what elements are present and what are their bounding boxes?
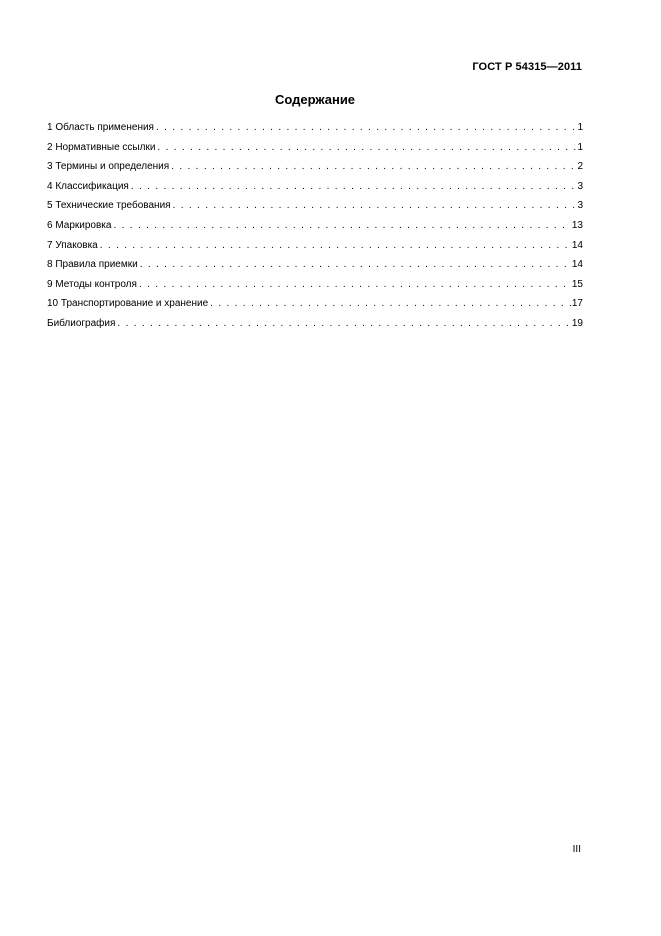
toc-leader-dots — [117, 314, 570, 334]
toc-entry-page: 3 — [577, 180, 583, 192]
toc-entry-page: 14 — [571, 259, 583, 271]
toc-leader-dots — [157, 138, 576, 158]
toc-entry-page: 13 — [571, 219, 583, 231]
toc-entry-page: 17 — [571, 298, 583, 310]
toc-entry-label: 4 Классификация — [47, 180, 129, 192]
toc-leader-dots — [140, 255, 571, 275]
page-number: III — [572, 844, 581, 855]
toc-entry[interactable] — [47, 216, 583, 236]
toc-leader-dots — [100, 236, 571, 256]
toc-leader-dots — [156, 118, 576, 138]
toc-entry[interactable] — [47, 196, 583, 216]
toc-entry-label: 10 Транспортирование и хранение — [47, 298, 209, 310]
toc-entry-label: 6 Маркировка — [47, 219, 112, 231]
toc-entry-page: 3 — [577, 200, 583, 212]
toc-entry[interactable] — [47, 236, 583, 256]
toc-entry-label: 3 Термины и определения — [47, 161, 170, 173]
toc-entry-label: Библиография — [47, 317, 116, 329]
toc-entry-page: 15 — [571, 278, 583, 290]
toc-entry-label: 9 Методы контроля — [47, 278, 137, 290]
toc-entry[interactable] — [47, 157, 583, 177]
toc-leader-dots — [113, 216, 570, 236]
toc-entry-label: 8 Правила приемки — [47, 259, 138, 271]
toc-entry-label: 1 Область применения — [47, 122, 154, 133]
toc-entry[interactable] — [47, 275, 583, 295]
toc-entry[interactable] — [47, 255, 583, 275]
toc-leader-dots — [139, 275, 571, 295]
document-code: ГОСТ Р 54315—2011 — [472, 61, 582, 73]
toc-entry[interactable] — [47, 177, 583, 197]
toc-leader-dots — [131, 177, 577, 197]
toc-entry-label: 7 Упаковка — [47, 239, 98, 251]
toc-title: Содержание — [274, 92, 356, 107]
toc-leader-dots — [173, 196, 577, 216]
table-of-contents — [47, 118, 583, 334]
toc-leader-dots — [210, 294, 571, 314]
toc-entry-page: 2 — [577, 161, 583, 173]
toc-entry[interactable] — [47, 118, 583, 138]
toc-entry-page: 1 — [577, 141, 583, 153]
toc-entry-label: 2 Нормативные ссылки — [47, 141, 156, 153]
toc-entry[interactable] — [47, 314, 583, 334]
toc-entry[interactable] — [47, 294, 583, 314]
toc-entry-page: 1 — [577, 122, 583, 133]
toc-entry-page: 19 — [571, 317, 583, 329]
toc-leader-dots — [171, 157, 576, 177]
toc-entry-page: 14 — [571, 239, 583, 251]
toc-entry-label: 5 Технические требования — [47, 200, 171, 212]
toc-entry[interactable] — [47, 138, 583, 158]
